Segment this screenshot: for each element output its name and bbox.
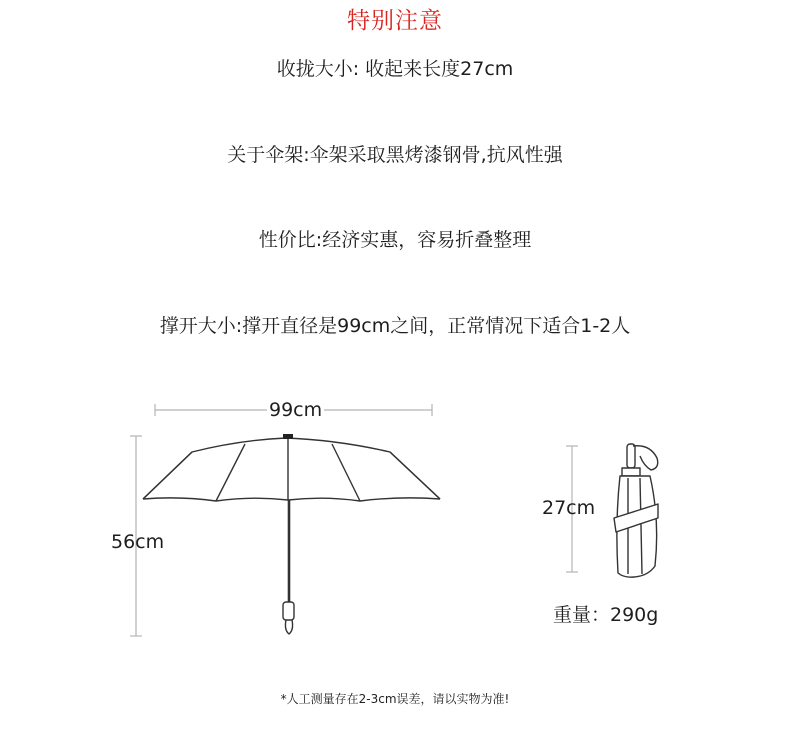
measurement-note: *人工测量存在2-3cm误差，请以实物为准! (280, 692, 510, 706)
folded-umbrella-icon (614, 444, 658, 577)
width-label: 99cm (269, 399, 323, 421)
page-title: 特别注意 (347, 8, 443, 34)
weight-label: 重量：290g (553, 604, 659, 626)
height-label: 56cm (111, 531, 165, 553)
spec-frame: 关于伞架:伞架采取黑烤漆钢骨,抗风性强 (227, 144, 563, 166)
spec-value: 性价比:经济实惠，容易折叠整理 (258, 229, 532, 251)
spec-folded-size: 收拢大小: 收起来长度27cm (276, 58, 514, 80)
folded-length-label: 27cm (542, 497, 596, 519)
spec-open-size: 撑开大小:撑开直径是99cm之间，正常情况下适合1-2人 (159, 315, 631, 337)
open-umbrella-icon (143, 434, 440, 634)
